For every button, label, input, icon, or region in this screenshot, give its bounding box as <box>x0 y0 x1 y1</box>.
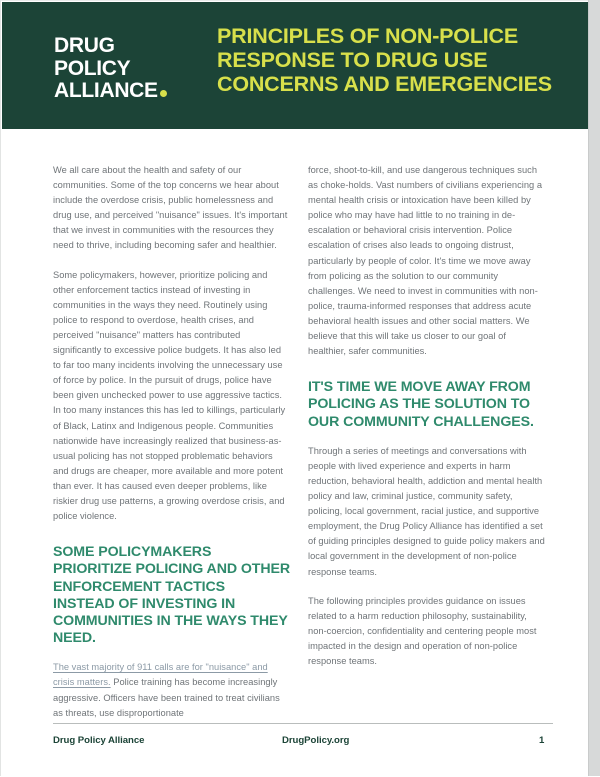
logo-dot-icon <box>160 90 167 97</box>
911-calls-link[interactable]: The vast majority of 911 calls are for "nuisance" and crisis matters. <box>53 662 268 688</box>
footer-organization: Drug Policy Alliance <box>53 735 145 746</box>
paragraph: We all care about the health and safety of our communities. Some of the top concerns we hear about include the overdose crisis, public homelessness and drug use, and perceived "nuisance" issues. It's important that we invest in communities with the resources they need to thrive, including becoming safer and healthier. <box>53 165 288 251</box>
paragraph-with-link <box>53 660 290 720</box>
paragraph: The following principles provides guidance on issues related to a harm reduction philosophy, sustainability, non-coercion, confidentiality and centering people most impacted in the design and operation of non-police response teams. <box>308 595 537 667</box>
section-heading-policymakers: SOME POLICYMAKERS PRIORITIZE POLICING AND OTHER ENFORCEMENT TACTICS INSTEAD OF INVESTING IN COMMUNITIES IN THE WAYS THEY NEED. <box>53 544 290 647</box>
paragraph: Some policymakers, however, prioritize policing and other enforcement tactics instead of investing in communities in the ways they need. Routinely using police to respond to overdose, health crises, and perceived "nuisance" matters has contributed significantly to excessive police budgets. It has also led to far too many incidents involving the unnecessary use of force by police. In the pursuit of drugs, police have been given unchecked power to use aggressive tactics. In too many instances this has led to killings, particularly of Black, Latinx and Indigenous people. Communities nationwide have increasingly realized that business-as-usual policing has not stopped problematic behaviors and drugs are cheaper, more available and more potent than ever. It has caused even deeper problems, like riskier drug use patterns, a growing overdose crisis, and police violence. <box>53 269 286 522</box>
footer-website[interactable]: DrugPolicy.org <box>282 735 350 746</box>
organization-logo <box>54 35 167 103</box>
document-footer <box>53 723 553 753</box>
paragraph-continuation: Police training has become increasingly aggressive. Officers have been trained to treat civilians as threats, use disproportionate <box>53 677 280 718</box>
right-text-column <box>308 163 545 669</box>
document-title: PRINCIPLES OF NON-POLICE RESPONSE TO DRUG USE CONCERNS AND EMERGENCIES <box>217 24 552 96</box>
page-scrollbar[interactable] <box>588 0 600 776</box>
logo-line-3: ALLIANCE <box>54 79 158 102</box>
left-text-column <box>53 163 290 721</box>
footer-page-number: 1 <box>539 735 545 746</box>
paragraph: Through a series of meetings and conversations with people with lived experience and experts in harm reduction, behavioral health, addiction and mental health policy and law, criminal justice, community safety, policing, local government, racial justice, and supportive employment, the Drug Policy Alliance has identified a set of guiding principles designed to guide policy makers and local government in the development of non-police response teams. <box>308 445 545 577</box>
footer-divider <box>53 723 553 724</box>
document-body <box>1 129 589 777</box>
document-header <box>2 2 589 129</box>
logo-line-2: POLICY <box>54 56 131 80</box>
section-heading-move-away: IT'S TIME WE MOVE AWAY FROM POLICING AS THE SOLUTION TO OUR COMMUNITY CHALLENGES. <box>308 379 534 430</box>
paragraph: force, shoot-to-kill, and use dangerous techniques such as choke-holds. Vast numbers of civilians experiencing a mental health crisis or intoxication have been killed by police who may have had little to no training in de-escalation or behavioral crisis intervention. Police escalation of crises also leads to ongoing distrust, particularly by people of color. It's time we move away from policing as the solution to our community challenges. We need to invest in communities with non-police, trauma-informed responses that address acute behavioral health issues and other social matters. We believe that this will take us closer to our goal of healthier, safer communities. <box>308 165 543 357</box>
logo-line-1: DRUG <box>54 34 115 57</box>
